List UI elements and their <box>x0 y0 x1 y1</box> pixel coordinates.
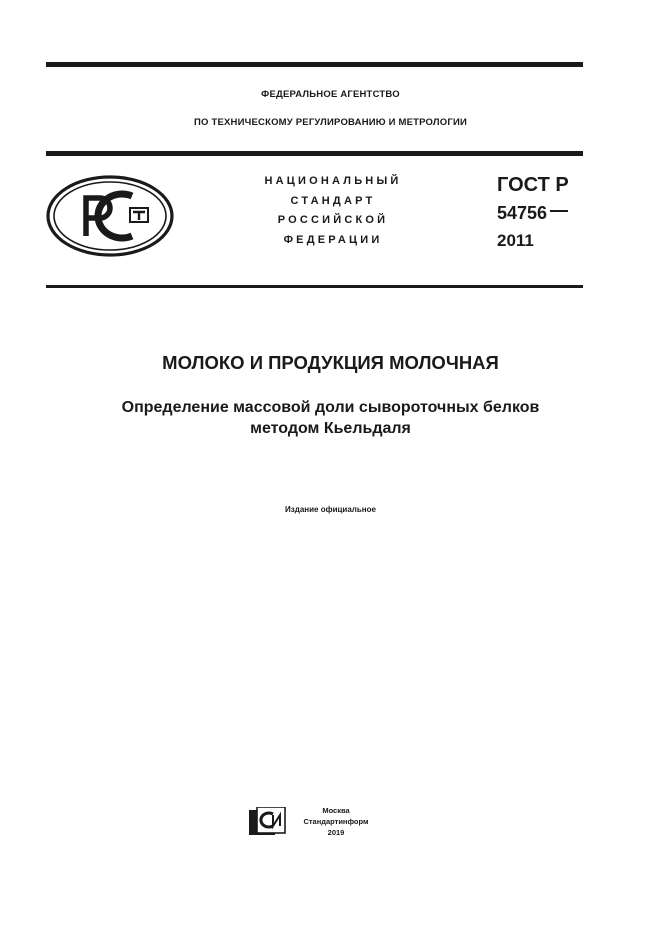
document-title: МОЛОКО И ПРОДУКЦИЯ МОЛОЧНАЯ <box>162 352 499 373</box>
gost-designation-block <box>497 171 569 255</box>
national-standard-line-3: РОССИЙСКОЙ <box>277 214 389 226</box>
gost-designation: ГОСТ Р <box>497 174 569 196</box>
top-rule <box>46 62 583 67</box>
header-bottom-rule <box>46 285 583 288</box>
document-subtitle-line-1: Определение массовой доли сывороточных белков <box>121 399 540 416</box>
document-subtitle <box>0 397 661 439</box>
national-standard-line-2: СТАНДАРТ <box>290 194 376 207</box>
publisher-city: Москва <box>322 806 350 815</box>
edition-label: Издание официальное <box>285 505 376 514</box>
publisher-name: Стандартинформ <box>303 817 369 826</box>
publisher-year: 2019 <box>327 828 345 837</box>
gost-year: 2011 <box>497 231 534 250</box>
standartinform-logo-icon <box>249 807 287 837</box>
agency-name-line-2: ПО ТЕХНИЧЕСКОМУ РЕГУЛИРОВАНИЮ И МЕТРОЛОГИИ <box>194 117 467 128</box>
rst-certification-mark-icon <box>46 174 176 258</box>
gost-number-line <box>497 199 569 227</box>
document-subtitle-line-2: методом Кьельдаля <box>250 420 411 437</box>
agency-name-line-1: ФЕДЕРАЛЬНОЕ АГЕНТСТВО <box>261 89 400 100</box>
national-standard-line-4: ФЕДЕРАЦИИ <box>283 233 383 246</box>
header-divider-rule <box>46 151 583 156</box>
national-standard-line-1: НАЦИОНАЛЬНЫЙ <box>264 175 402 187</box>
gost-dash <box>550 210 568 212</box>
publisher-imprint <box>294 805 378 838</box>
gost-number: 54756 <box>497 203 548 223</box>
national-standard-label <box>238 172 428 250</box>
